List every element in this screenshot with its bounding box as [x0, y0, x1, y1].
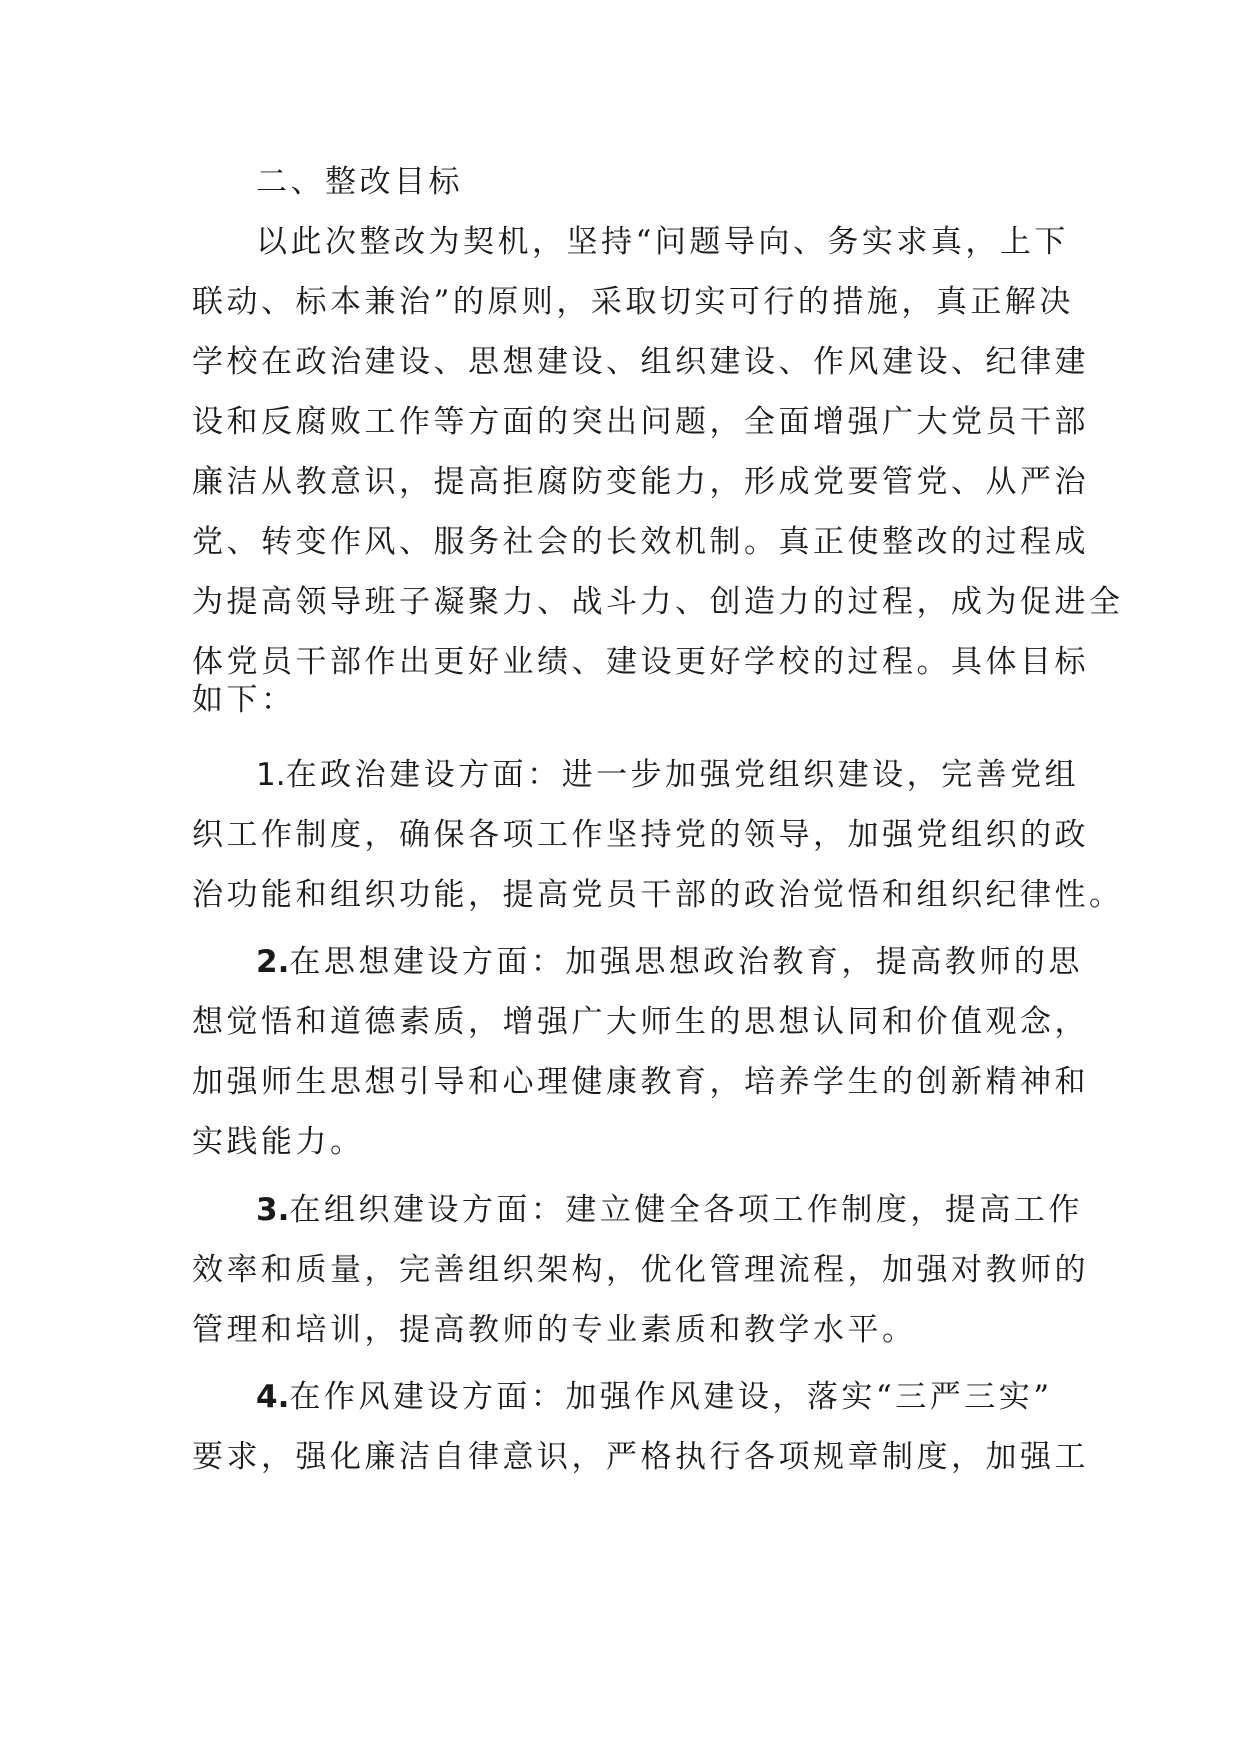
item-1-first-line: [256, 755, 1080, 795]
item-4-first-line: [256, 1377, 1072, 1417]
item-line: 要求，强化廉洁自律意识，严格执行各项规章制度，加强工: [192, 1439, 1089, 1475]
intro-line: 廉洁从教意识，提高拒腐防变能力，形成党要管党、从严治: [192, 464, 1089, 500]
item-number: 4.: [256, 1379, 290, 1415]
intro-line: 体党员干部作出更好业绩、建设更好学校的过程。具体目标: [192, 644, 1089, 680]
intro-line: 如下：: [192, 682, 296, 718]
intro-line: 党、转变作风、服务社会的长效机制。真正使整改的过程成: [192, 524, 1089, 560]
item-line: 效率和质量，完善组织架构，优化管理流程，加强对教师的: [192, 1252, 1089, 1288]
item-line: 治功能和组织功能，提高党员干部的政治觉悟和组织纪律性。: [192, 877, 1124, 913]
item-2-first-line: [256, 942, 1083, 982]
section-heading: 二、整改目标: [256, 164, 463, 200]
item-number: 3.: [256, 1192, 290, 1228]
item-text: 在思想建设方面：加强思想政治教育，提高教师的思: [289, 944, 1083, 980]
item-line: 管理和培训，提高教师的专业素质和教学水平。: [192, 1312, 917, 1348]
intro-line: 联动、标本兼治”的原则，采取切实可行的措施，真正解决: [192, 284, 1074, 320]
item-text: 在政治建设方面：进一步加强党组织建设，完善党组: [285, 757, 1080, 793]
intro-line: 设和反腐败工作等方面的突出问题，全面增强广大党员干部: [192, 404, 1089, 440]
intro-line: 以此次整改为契机，坚持“问题导向、务实求真，上下: [256, 224, 1069, 260]
item-line: 实践能力。: [192, 1124, 365, 1160]
item-3-first-line: [256, 1190, 1083, 1230]
item-line: 想觉悟和道德素质，增强广大师生的思想认同和价值观念，: [192, 1004, 1089, 1040]
intro-line: 学校在政治建设、思想建设、组织建设、作风建设、纪律建: [192, 344, 1089, 380]
item-text: 在组织建设方面：建立健全各项工作制度，提高工作: [289, 1192, 1083, 1228]
intro-line: 为提高领导班子凝聚力、战斗力、创造力的过程，成为促进全: [192, 584, 1124, 620]
item-line: 织工作制度，确保各项工作坚持党的领导，加强党组织的政: [192, 817, 1089, 853]
item-number: 2.: [256, 944, 290, 980]
item-line: 加强师生思想引导和心理健康教育，培养学生的创新精神和: [192, 1064, 1089, 1100]
item-text: 在作风建设方面：加强作风建设，落实“三严三实”: [289, 1379, 1053, 1415]
item-number: 1.: [256, 757, 286, 793]
